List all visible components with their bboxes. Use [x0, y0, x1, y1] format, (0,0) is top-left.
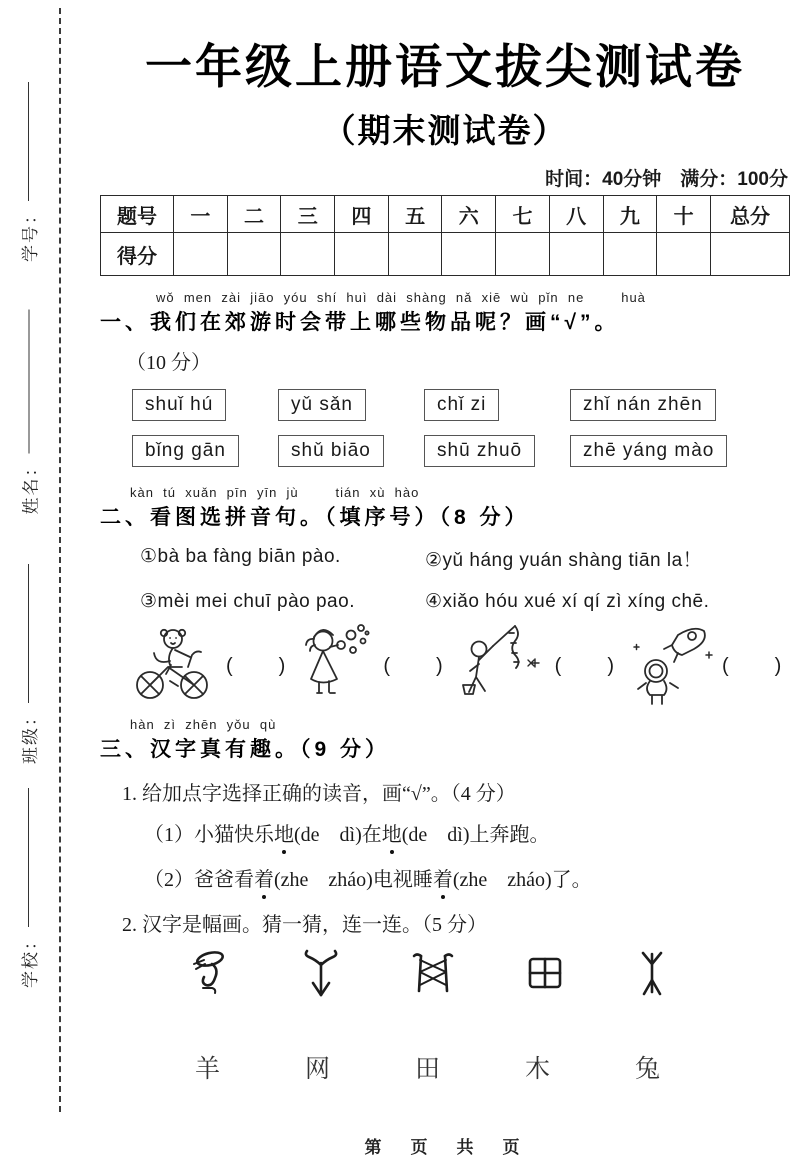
question-1-pinyin: wǒ men zài jiāo yóu shí huì dài shàng nǎ xiē wù pǐn ne huà — [156, 290, 646, 305]
col-1: 一 — [174, 196, 228, 233]
pinyin-box-shubiao: shǔ biāo — [278, 435, 384, 467]
item1-dotted-char-2: 地 — [382, 818, 402, 847]
item2-pre: （2）爸爸看 — [144, 869, 254, 891]
answer-blank-3: ( ) — [554, 654, 616, 677]
col-3: 三 — [281, 196, 335, 233]
question-3-item1 — [100, 818, 790, 847]
school-label: 学校： — [20, 931, 40, 988]
class-field — [15, 564, 41, 764]
score-row-head: 得分 — [101, 233, 174, 276]
pinyin-box-row-1 — [100, 389, 790, 421]
col-6: 六 — [442, 196, 496, 233]
class-blank-line — [28, 564, 29, 703]
sheep-pictograph-icon — [300, 947, 342, 999]
question-3-pinyin: hàn zì zhēn yǒu qù — [130, 717, 277, 732]
character-answer-row — [100, 1049, 790, 1085]
image-item-2 — [293, 619, 450, 707]
monkey-bicycle-image — [126, 619, 222, 707]
seal-fold-line — [59, 8, 61, 1112]
paper-title: 一年级上册语文拔尖测试卷 — [145, 40, 745, 93]
pinyin-box-zheyangmao: zhē yáng mào — [570, 435, 727, 467]
score-cell — [227, 233, 281, 276]
item1-pre: （1）小猫快乐 — [144, 824, 274, 846]
paper-content — [100, 0, 790, 1158]
answer-char-sheep: 羊 — [195, 1056, 221, 1083]
rabbit-pictograph-icon — [190, 948, 230, 998]
pinyin-box-yusan: yǔ sǎn — [278, 389, 366, 421]
question-1 — [100, 290, 790, 375]
pinyin-box-binggan: bǐng gān — [132, 435, 239, 467]
item1-mid: (de dì)在 — [294, 824, 382, 846]
col-10: 十 — [657, 196, 711, 233]
page-footer: 第 页 共 页 — [364, 1138, 526, 1157]
question-1-text: 一、我们在郊游时会带上哪些物品呢？画“√”。 — [100, 311, 620, 334]
pinyin-box-shuzhuo: shū zhuō — [424, 435, 535, 467]
student-id-label: 学号： — [20, 205, 40, 262]
pinyin-box-zhinanzhen: zhǐ nán zhēn — [570, 389, 716, 421]
score-table-header-row — [101, 196, 790, 233]
question-2-pinyin: kàn tú xuǎn pīn yīn jù tián xù hào — [130, 485, 420, 500]
score-cell — [174, 233, 228, 276]
answer-char-rabbit: 兔 — [634, 1056, 660, 1083]
question-3-sub2: 2. 汉字是幅画。猜一猜，连一连。（5 分） — [122, 914, 487, 936]
answer-char-field: 田 — [414, 1056, 440, 1083]
pictograph-row — [100, 947, 790, 999]
item2-mid: (zhe zháo)电视睡 — [274, 869, 433, 891]
col-9: 九 — [603, 196, 657, 233]
pinyin-box-row-2 — [100, 435, 790, 467]
col-2: 二 — [227, 196, 281, 233]
question-3 — [100, 717, 790, 763]
score-table-score-row — [101, 233, 790, 276]
student-id-field — [15, 82, 41, 262]
item1-end: (de dì)上奔跑。 — [401, 824, 550, 846]
question-3-text: 三、汉字真有趣。（9 分） — [100, 738, 391, 761]
question-3-sub1: 1. 给加点字选择正确的读音，画“√”。（4 分） — [122, 783, 516, 805]
answer-char-net: 网 — [304, 1056, 330, 1083]
firecracker-person-image — [451, 619, 551, 707]
question-2-sentences — [100, 545, 790, 613]
col-5: 五 — [388, 196, 442, 233]
score-cell — [281, 233, 335, 276]
answer-char-tree: 木 — [524, 1056, 550, 1083]
time-score-info: 时间：40分钟 满分：100分 — [545, 169, 788, 190]
net-pictograph-icon — [411, 951, 455, 995]
item2-dotted-char-1: 着 — [254, 863, 274, 892]
answer-blank-2: ( ) — [383, 654, 445, 677]
item1-dotted-char-1: 地 — [274, 818, 294, 847]
school-field — [15, 788, 41, 988]
score-cell — [657, 233, 711, 276]
col-4: 四 — [335, 196, 389, 233]
sentence-2: ②yǔ háng yuán shàng tiān la！ — [425, 550, 703, 571]
col-7: 七 — [496, 196, 550, 233]
tree-pictograph-icon — [634, 948, 670, 998]
student-name-label: 姓名： — [21, 457, 40, 515]
question-1-score: （10 分） — [126, 352, 211, 374]
score-cell — [496, 233, 550, 276]
score-cell — [442, 233, 496, 276]
score-cell — [388, 233, 442, 276]
girl-bubbles-image — [293, 619, 379, 707]
score-table — [100, 195, 790, 276]
question-2-text: 二、看图选拼音句。（填序号）（8 分） — [100, 506, 530, 529]
score-cell — [549, 233, 603, 276]
field-pictograph-icon — [525, 953, 565, 993]
image-item-3 — [451, 619, 622, 707]
sentence-4: ④xiǎo hóu xué xí qí zì xíng chē. — [425, 591, 710, 612]
image-item-1 — [126, 619, 293, 707]
student-id-blank-line — [28, 82, 29, 201]
answer-blank-4: ( ) — [721, 654, 784, 677]
sentence-1: ①bà ba fàng biān pào. — [140, 546, 341, 567]
pinyin-box-chizi: chǐ zi — [424, 389, 499, 421]
item2-dotted-char-2: 着 — [433, 863, 453, 892]
astronaut-space-image — [622, 619, 718, 707]
sentence-3: ③mèi mei chuī pào pao. — [140, 591, 355, 612]
question-3-item2 — [100, 863, 790, 892]
item2-end: (zhe zháo)了。 — [452, 869, 592, 891]
answer-blank-1: ( ) — [226, 654, 288, 677]
school-blank-line — [28, 788, 29, 927]
col-total: 总分 — [711, 196, 790, 233]
image-item-4 — [622, 619, 789, 707]
student-name-field — [16, 310, 42, 515]
class-label: 班级： — [20, 707, 40, 764]
paper-subtitle: （期末测试卷） — [322, 112, 568, 149]
question-2 — [100, 485, 790, 531]
question-2-images — [100, 619, 790, 707]
col-8: 八 — [549, 196, 603, 233]
score-cell — [335, 233, 389, 276]
pinyin-box-shuihu: shuǐ hú — [132, 389, 226, 421]
score-cell — [603, 233, 657, 276]
score-cell-total — [711, 233, 790, 276]
score-table-corner: 题号 — [101, 196, 174, 233]
student-name-blank-line — [28, 310, 29, 454]
